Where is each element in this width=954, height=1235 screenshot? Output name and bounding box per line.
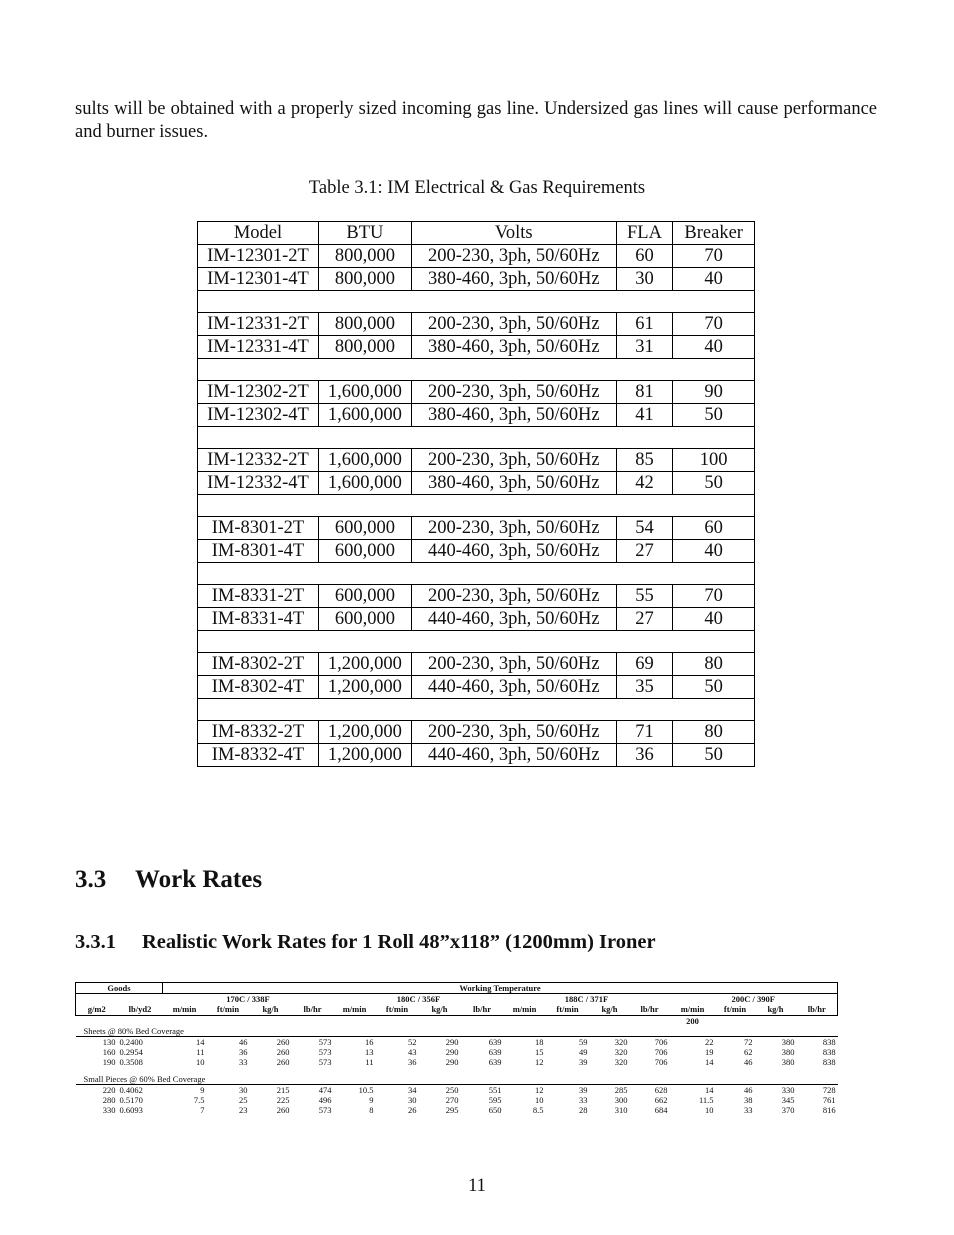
rates-cell: 46	[239, 1037, 248, 1048]
table-row	[198, 517, 755, 540]
rates-cell: 662	[654, 1095, 668, 1106]
rates-cell: 551	[488, 1084, 502, 1095]
table-cell: IM-12331-2T	[198, 313, 319, 336]
table-cell: 800,000	[318, 268, 411, 291]
table-cell: 60	[673, 517, 755, 540]
empty-cell	[76, 1015, 670, 1026]
table-cell: 200-230, 3ph, 50/60Hz	[411, 653, 616, 676]
rates-cell: 36	[239, 1047, 248, 1058]
table-cell: 1,600,000	[318, 404, 411, 427]
extra-label: 200	[670, 1015, 716, 1026]
rates-cell: 34	[408, 1084, 417, 1095]
table-cell: 440-460, 3ph, 50/60Hz	[411, 608, 616, 631]
table-row	[198, 540, 755, 563]
rates-cell: 380	[781, 1057, 795, 1068]
rates-cell: 10	[705, 1105, 714, 1116]
table-row	[198, 608, 755, 631]
unit-header: lb/yd2	[118, 1004, 163, 1015]
unit-header: kg/h	[250, 1004, 292, 1015]
rates-data-row	[76, 1095, 838, 1105]
table-cell: 71	[616, 721, 673, 744]
rates-cell: 595	[488, 1095, 502, 1106]
rates-cell: 573	[318, 1047, 332, 1058]
rates-cell: 310	[614, 1105, 628, 1116]
temperature-group: 200C / 390F	[670, 994, 838, 1005]
table-cell: IM-8301-2T	[198, 517, 319, 540]
rates-cell: 39	[579, 1084, 588, 1095]
unit-header: lb/hr	[461, 1004, 504, 1015]
table-cell: 1,600,000	[318, 472, 411, 495]
table-row	[198, 381, 755, 404]
subsection-heading	[75, 931, 656, 954]
rates-cell: 496	[318, 1095, 332, 1106]
units-row	[76, 1004, 838, 1015]
table-cell: 600,000	[318, 585, 411, 608]
section-number: 3.3	[75, 866, 107, 893]
rates-cell: 706	[654, 1037, 668, 1048]
rates-cell: 639	[488, 1047, 502, 1058]
rates-cell: 260	[276, 1047, 290, 1058]
spacer-row	[198, 563, 755, 585]
rates-cell: 573	[318, 1105, 332, 1116]
rates-cell: 290	[445, 1037, 459, 1048]
rates-cell: 8	[369, 1105, 374, 1116]
table-cell: 40	[673, 608, 755, 631]
rates-cell: 639	[488, 1037, 502, 1048]
group-label-row	[76, 1026, 838, 1037]
rates-cell: 10	[535, 1095, 544, 1106]
table-cell: 70	[673, 313, 755, 336]
table-cell: 54	[616, 517, 673, 540]
table-cell: 380-460, 3ph, 50/60Hz	[411, 472, 616, 495]
table-cell: 100	[673, 449, 755, 472]
table-row	[198, 676, 755, 699]
rates-cell: 26	[408, 1105, 417, 1116]
table-cell: 27	[616, 540, 673, 563]
unit-header: ft/min	[207, 1004, 250, 1015]
table-cell: 42	[616, 472, 673, 495]
rates-cell: 19	[705, 1047, 714, 1058]
rates-cell: 684	[654, 1105, 668, 1116]
rates-cell: 838	[822, 1037, 836, 1048]
rates-cell: 39	[579, 1057, 588, 1068]
work-rates-table	[75, 982, 838, 1115]
rates-cell: 260	[276, 1037, 290, 1048]
table-cell: 200-230, 3ph, 50/60Hz	[411, 449, 616, 472]
table-cell: IM-8331-2T	[198, 585, 319, 608]
rates-cell: 130	[102, 1037, 116, 1048]
rates-cell: 11.5	[698, 1095, 714, 1106]
table-cell: 35	[616, 676, 673, 699]
spacer-row	[198, 699, 755, 721]
rates-cell: 474	[318, 1084, 332, 1095]
unit-header: g/m2	[76, 1004, 118, 1015]
rates-data-row	[76, 1105, 838, 1115]
spacer-row	[198, 427, 755, 449]
table-cell: 380-460, 3ph, 50/60Hz	[411, 268, 616, 291]
rates-cell: 573	[318, 1037, 332, 1048]
table-row	[198, 336, 755, 359]
table-cell: 41	[616, 404, 673, 427]
table-cell: 55	[616, 585, 673, 608]
table-cell: 70	[673, 245, 755, 268]
rates-cell: 11	[196, 1047, 205, 1058]
rates-cell: 639	[488, 1057, 502, 1068]
table-cell: 800,000	[318, 245, 411, 268]
table-cell: 85	[616, 449, 673, 472]
rates-cell: 0.2954	[119, 1047, 143, 1058]
rates-cell: 33	[579, 1095, 588, 1106]
temperature-row	[76, 994, 838, 1005]
unit-header: m/min	[163, 1004, 207, 1015]
rates-cell: 380	[781, 1037, 795, 1048]
spacer-row	[198, 359, 755, 381]
empty-cell	[716, 1015, 838, 1026]
rates-cell: 33	[239, 1057, 248, 1068]
table-cell: 40	[673, 336, 755, 359]
table-cell: IM-12302-4T	[198, 404, 319, 427]
table-cell: 800,000	[318, 313, 411, 336]
rates-cell: 628	[654, 1084, 668, 1095]
rates-cell: 18	[535, 1037, 544, 1048]
header-cell: FLA	[616, 222, 673, 245]
section-heading	[75, 866, 262, 894]
unit-header: kg/h	[755, 1004, 797, 1015]
rates-cell: 838	[822, 1057, 836, 1068]
rates-cell: 330	[102, 1105, 116, 1116]
table-cell: 200-230, 3ph, 50/60Hz	[411, 585, 616, 608]
unit-header: ft/min	[716, 1004, 755, 1015]
table-row	[198, 744, 755, 767]
spacer-cell	[198, 495, 755, 517]
table-cell: 1,200,000	[318, 653, 411, 676]
table-cell: 90	[673, 381, 755, 404]
rates-cell: 12	[535, 1084, 544, 1095]
table-caption: Table 3.1: IM Electrical & Gas Requirements	[308, 178, 646, 198]
rates-header-row	[76, 983, 838, 994]
spacer-cell	[198, 291, 755, 313]
rates-data-row	[76, 1057, 838, 1067]
rates-cell: 190	[102, 1057, 116, 1068]
rates-cell: 28	[579, 1105, 588, 1116]
rates-cell: 650	[488, 1105, 502, 1116]
rates-cell: 36	[408, 1057, 417, 1068]
subsection-number: 3.3.1	[75, 931, 116, 953]
table-cell: 61	[616, 313, 673, 336]
table-cell: 60	[616, 245, 673, 268]
rates-cell: 225	[276, 1095, 290, 1106]
unit-header: kg/h	[590, 1004, 630, 1015]
table-cell: IM-8332-4T	[198, 744, 319, 767]
table-cell: IM-12301-4T	[198, 268, 319, 291]
unit-header: ft/min	[376, 1004, 419, 1015]
goods-header: Goods	[76, 983, 163, 994]
table-cell: 440-460, 3ph, 50/60Hz	[411, 744, 616, 767]
rates-cell: 300	[614, 1095, 628, 1106]
rates-cell: 72	[744, 1037, 753, 1048]
table-cell: 600,000	[318, 517, 411, 540]
intro-paragraph: sults will be obtained with a properly sized incoming gas line. Undersized gas lines will cause performance and burner issues.	[75, 99, 877, 142]
rates-data-row	[76, 1037, 838, 1048]
unit-header: lb/hr	[797, 1004, 838, 1015]
table-cell: IM-8302-2T	[198, 653, 319, 676]
table-cell: 50	[673, 744, 755, 767]
rates-cell: 270	[445, 1095, 459, 1106]
table-cell: 440-460, 3ph, 50/60Hz	[411, 540, 616, 563]
spacer-row	[198, 631, 755, 653]
section-title: Work Rates	[135, 866, 263, 893]
rates-data-row	[76, 1084, 838, 1095]
rates-cell: 295	[445, 1105, 459, 1116]
page-number: 11	[468, 1176, 486, 1196]
spacer-cell	[198, 699, 755, 721]
table-cell: 600,000	[318, 608, 411, 631]
rates-cell: 330	[781, 1084, 795, 1095]
table-cell: 70	[673, 585, 755, 608]
rates-cell: 0.3508	[119, 1057, 143, 1068]
subsection-title: Realistic Work Rates for 1 Roll 48”x118” (1200mm) Ironer	[142, 931, 656, 953]
header-cell: Model	[198, 222, 319, 245]
temperature-group: 188C / 371F	[504, 994, 670, 1005]
group-label: Small Pieces @ 60% Bed Coverage	[76, 1074, 838, 1085]
rates-cell: 838	[822, 1047, 836, 1058]
table-cell: 200-230, 3ph, 50/60Hz	[411, 245, 616, 268]
rates-cell: 43	[408, 1047, 417, 1058]
rates-cell: 52	[408, 1037, 417, 1048]
rates-cell: 49	[579, 1047, 588, 1058]
rates-cell: 285	[614, 1084, 628, 1095]
unit-header: m/min	[670, 1004, 716, 1015]
rates-cell: 573	[318, 1057, 332, 1068]
table-cell: IM-8301-4T	[198, 540, 319, 563]
spacer-cell	[198, 631, 755, 653]
table-cell: 800,000	[318, 336, 411, 359]
table-cell: 81	[616, 381, 673, 404]
table-cell: 440-460, 3ph, 50/60Hz	[411, 676, 616, 699]
rates-cell: 30	[239, 1084, 248, 1095]
table-cell: 1,200,000	[318, 744, 411, 767]
rates-cell: 260	[276, 1105, 290, 1116]
table-cell: 1,600,000	[318, 449, 411, 472]
table-row	[198, 472, 755, 495]
rates-cell: 220	[102, 1084, 116, 1095]
rates-cell: 46	[744, 1057, 753, 1068]
table-cell: IM-12332-4T	[198, 472, 319, 495]
rates-cell: 260	[276, 1057, 290, 1068]
rates-cell: 46	[744, 1084, 753, 1095]
rates-cell: 0.2400	[119, 1037, 143, 1048]
table-cell: 27	[616, 608, 673, 631]
rates-cell: 728	[822, 1084, 836, 1095]
rates-cell: 9	[200, 1084, 205, 1095]
table-cell: 200-230, 3ph, 50/60Hz	[411, 381, 616, 404]
table-cell: 200-230, 3ph, 50/60Hz	[411, 721, 616, 744]
rates-cell: 345	[781, 1095, 795, 1106]
rates-cell: 290	[445, 1057, 459, 1068]
table-cell: 80	[673, 653, 755, 676]
temperature-group: 170C / 338F	[163, 994, 334, 1005]
table-cell: 50	[673, 404, 755, 427]
rates-cell: 706	[654, 1057, 668, 1068]
rates-cell: 33	[744, 1105, 753, 1116]
rates-cell: 38	[744, 1095, 753, 1106]
rates-cell: 7	[200, 1105, 205, 1116]
table-cell: IM-12301-2T	[198, 245, 319, 268]
group-label-row	[76, 1074, 838, 1085]
rates-cell: 761	[822, 1095, 836, 1106]
rates-cell: 160	[102, 1047, 116, 1058]
unit-header: ft/min	[546, 1004, 590, 1015]
table-cell: IM-12332-2T	[198, 449, 319, 472]
rates-cell: 320	[614, 1037, 628, 1048]
rates-cell: 8.5	[532, 1105, 544, 1116]
temperature-group: 180C / 356F	[334, 994, 504, 1005]
rates-cell: 320	[614, 1057, 628, 1068]
header-cell: Breaker	[673, 222, 755, 245]
rates-cell: 16	[365, 1037, 374, 1048]
table-cell: 1,200,000	[318, 721, 411, 744]
unit-header: kg/h	[419, 1004, 461, 1015]
rates-cell: 706	[654, 1047, 668, 1058]
goods-spacer	[76, 994, 163, 1005]
rates-cell: 380	[781, 1047, 795, 1058]
rates-cell: 11	[365, 1057, 374, 1068]
rates-cell: 10.5	[358, 1084, 374, 1095]
table-cell: 30	[616, 268, 673, 291]
working-temperature-header: Working Temperature	[163, 983, 838, 994]
rates-cell: 0.6093	[119, 1105, 143, 1116]
spacer-cell	[198, 563, 755, 585]
table-cell: 31	[616, 336, 673, 359]
table-cell: 1,600,000	[318, 381, 411, 404]
header-cell: Volts	[411, 222, 616, 245]
rates-cell: 0.4062	[119, 1084, 143, 1095]
rates-cell: 0.5170	[119, 1095, 143, 1106]
rates-cell: 14	[705, 1057, 714, 1068]
spacer-row	[198, 495, 755, 517]
table-row	[198, 721, 755, 744]
rates-cell: 62	[744, 1047, 753, 1058]
rates-cell: 14	[196, 1037, 205, 1048]
table-cell: 600,000	[318, 540, 411, 563]
rates-cell: 15	[535, 1047, 544, 1058]
table-row	[198, 404, 755, 427]
table-row	[198, 585, 755, 608]
rates-cell: 9	[369, 1095, 374, 1106]
spacer-cell	[198, 427, 755, 449]
rates-cell: 816	[822, 1105, 836, 1116]
rates-data-row	[76, 1047, 838, 1057]
table-cell: 69	[616, 653, 673, 676]
table-cell: 380-460, 3ph, 50/60Hz	[411, 336, 616, 359]
table-cell: 80	[673, 721, 755, 744]
table-row	[198, 653, 755, 676]
table-cell: 36	[616, 744, 673, 767]
rates-cell: 215	[276, 1084, 290, 1095]
rates-cell: 7.5	[193, 1095, 205, 1106]
unit-header: lb/hr	[630, 1004, 670, 1015]
unit-header: m/min	[334, 1004, 376, 1015]
table-row	[198, 245, 755, 268]
table-cell: 50	[673, 676, 755, 699]
rates-cell: 23	[239, 1105, 248, 1116]
rates-cell: 59	[579, 1037, 588, 1048]
table-row	[198, 449, 755, 472]
table-cell: 50	[673, 472, 755, 495]
rates-cell: 280	[102, 1095, 116, 1106]
group-label: Sheets @ 80% Bed Coverage	[76, 1026, 838, 1037]
rates-cell: 320	[614, 1047, 628, 1058]
rates-cell: 12	[535, 1057, 544, 1068]
rates-cell: 290	[445, 1047, 459, 1058]
rates-cell: 10	[196, 1057, 205, 1068]
rates-cell: 25	[239, 1095, 248, 1106]
table-row	[198, 313, 755, 336]
table-cell: IM-8302-4T	[198, 676, 319, 699]
electrical-gas-table	[197, 221, 755, 767]
rates-cell: 22	[705, 1037, 714, 1048]
table-cell: IM-8332-2T	[198, 721, 319, 744]
table-cell: 1,200,000	[318, 676, 411, 699]
rates-cell: 250	[445, 1084, 459, 1095]
table-header-row	[198, 222, 755, 245]
table-cell: 200-230, 3ph, 50/60Hz	[411, 313, 616, 336]
table-cell: IM-12302-2T	[198, 381, 319, 404]
spacer-row	[198, 291, 755, 313]
table-cell: IM-8331-4T	[198, 608, 319, 631]
table-cell: IM-12331-4T	[198, 336, 319, 359]
rates-cell: 30	[408, 1095, 417, 1106]
table-row	[198, 268, 755, 291]
unit-header: m/min	[504, 1004, 546, 1015]
unit-header: lb/hr	[292, 1004, 334, 1015]
table-cell: 40	[673, 268, 755, 291]
table-cell: 380-460, 3ph, 50/60Hz	[411, 404, 616, 427]
rates-cell: 14	[705, 1084, 714, 1095]
header-cell: BTU	[318, 222, 411, 245]
table-cell: 200-230, 3ph, 50/60Hz	[411, 517, 616, 540]
rates-cell: 13	[365, 1047, 374, 1058]
rates-cell: 370	[781, 1105, 795, 1116]
spacer-cell	[198, 359, 755, 381]
table-cell: 40	[673, 540, 755, 563]
extra-label-row	[76, 1015, 838, 1026]
